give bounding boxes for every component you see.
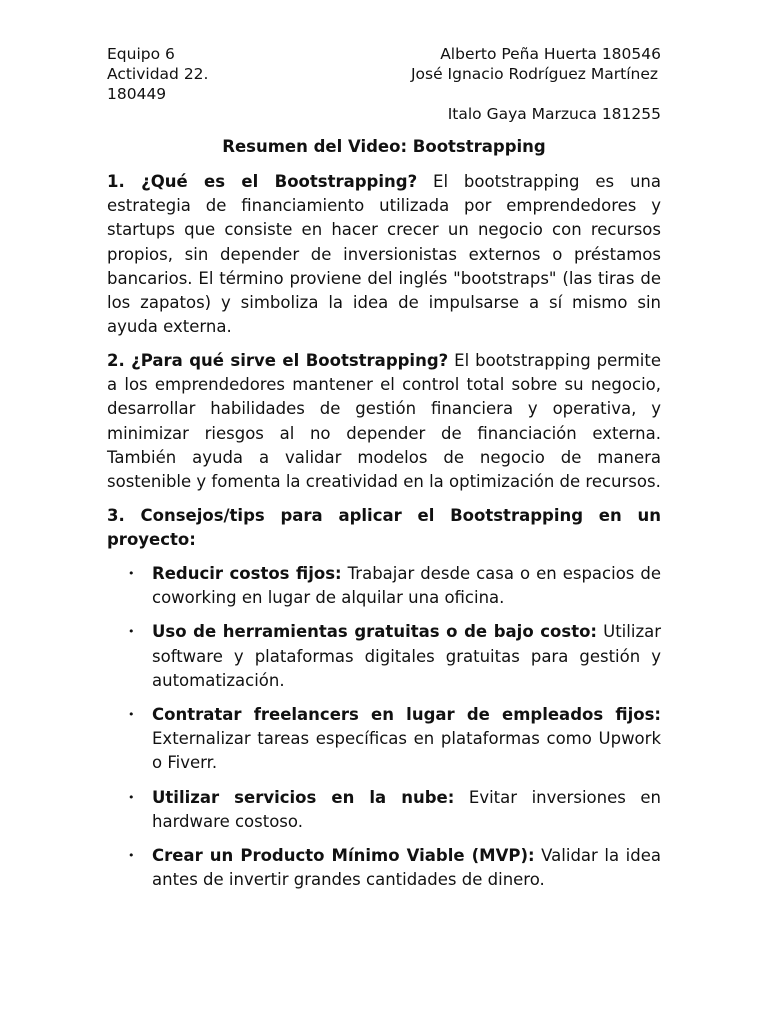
- section-2: [107, 349, 661, 494]
- bullet-icon: •: [128, 849, 135, 863]
- bullet-icon: •: [128, 567, 135, 581]
- bullet-icon: •: [128, 708, 135, 722]
- section-2-text: El bootstrapping permite a los emprendedores mantener el control total sobre su negocio, desarrollar habilidades de gestión financiera y operativa, y minimizar riesgos al no depender de financiación externa. También ayuda a validar modelos de negocio de manera sostenible y fomenta la creatividad en la optimización de recursos.: [107, 350, 662, 491]
- activity-line: Actividad 22.: [107, 65, 209, 83]
- tip-text: Evitar inversiones en hardware costoso.: [152, 787, 661, 831]
- section-2-heading: 2. ¿Para qué sirve el Bootstrapping?: [107, 350, 449, 370]
- list-item: [107, 844, 661, 892]
- header-spacer: [411, 84, 661, 104]
- author-2: José Ignacio Rodríguez Martínez: [410, 65, 658, 83]
- section-3-heading: 3. Consejos/tips para aplicar el Bootstrapping en un proyecto:: [107, 505, 661, 549]
- id-line: 180449: [107, 85, 167, 103]
- list-item: [107, 562, 661, 610]
- section-1-text: El bootstrapping es una estrategia de financiamiento utilizada por emprendedores y startups que consiste en hacer crecer un negocio con recursos propios, sin depender de inversionistas externos o préstamos bancarios. El término proviene del inglés "bootstraps" (las tiras de los zapatos) y simboliza la idea de impulsarse a sí mismo sin ayuda externa.: [107, 172, 661, 337]
- bullet-icon: •: [128, 790, 135, 804]
- tip-label: Reducir costos fijos:: [152, 564, 342, 584]
- document-body: [107, 170, 661, 902]
- tip-text: Validar la idea antes de invertir grandes cantidades de dinero.: [152, 846, 661, 890]
- tip-text: Utilizar software y plataformas digitales gratuitas para gestión y automatización.: [152, 622, 661, 690]
- section-3: [107, 504, 661, 552]
- document-title: Resumen del Video: Bootstrapping: [222, 137, 546, 156]
- author-1: Alberto Peña Huerta 180546: [440, 45, 661, 63]
- tip-text: Externalizar tareas específicas en plataformas como Upwork o Fiverr.: [152, 729, 661, 773]
- author-3: Italo Gaya Marzuca 181255: [447, 105, 661, 123]
- team-line: Equipo 6: [107, 45, 175, 63]
- tips-list: [107, 562, 661, 892]
- tip-text: Trabajar desde casa o en espacios de coworking en lugar de alquilar una oficina.: [152, 564, 662, 608]
- tip-label: Utilizar servicios en la nube:: [152, 787, 455, 807]
- section-1-heading: 1. ¿Qué es el Bootstrapping?: [107, 172, 418, 191]
- list-item: [107, 786, 661, 834]
- header-left-block: [107, 44, 208, 104]
- list-item: [107, 703, 661, 776]
- tip-label: Contratar freelancers en lugar de empleados fijos:: [152, 705, 661, 725]
- tip-label: Crear un Producto Mínimo Viable (MVP):: [152, 846, 535, 866]
- section-1: [107, 170, 661, 339]
- bullet-icon: •: [128, 625, 135, 639]
- tip-label: Uso de herramientas gratuitas o de bajo costo:: [152, 622, 598, 642]
- list-item: [107, 620, 661, 693]
- header-right-block: [411, 44, 661, 124]
